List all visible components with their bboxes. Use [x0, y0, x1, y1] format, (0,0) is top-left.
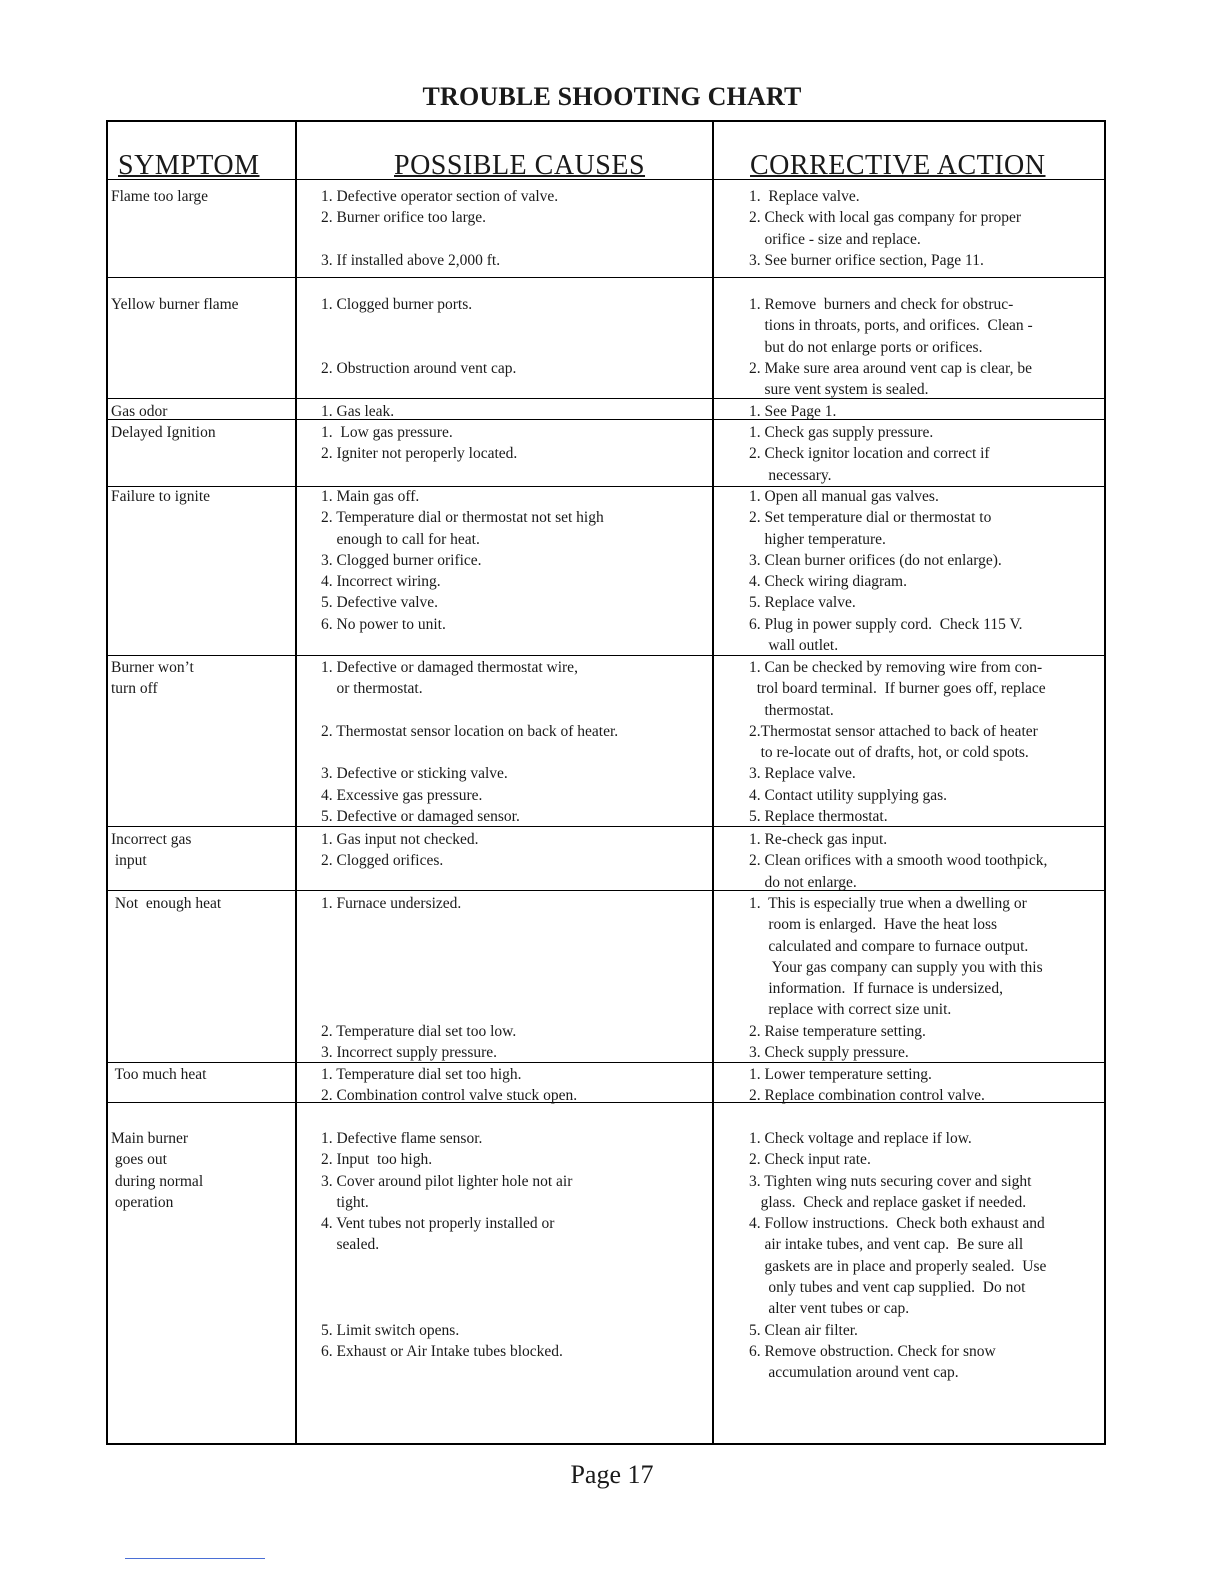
cell-line: 2. Raise temperature setting.: [749, 1022, 926, 1040]
cell-line: thermostat.: [749, 701, 834, 719]
symptom-cell: [111, 1128, 203, 1213]
symptom-cell: [111, 893, 221, 914]
cell-line: 1. Re-check gas input.: [749, 831, 888, 848]
cell-line: 2. Check with local gas company for proper: [749, 209, 1022, 227]
symptom-cell: [111, 186, 208, 207]
causes-cell: [321, 893, 516, 1063]
causes-cell: [321, 422, 517, 465]
cell-line: 3. Tighten wing nuts securing cover and sight: [749, 1172, 1032, 1190]
cell-line: only tubes and vent cap supplied. Do not: [749, 1279, 1026, 1297]
row-divider: [106, 277, 1106, 278]
header-corrective-action: CORRECTIVE ACTION: [750, 150, 1046, 181]
action-cell: [749, 893, 1043, 1063]
cell-line: 3. If installed above 2,000 ft.: [321, 251, 501, 269]
cell-line: alter vent tubes or cap.: [749, 1300, 910, 1318]
cell-line: 1. Clogged burner ports.: [321, 296, 473, 313]
cell-line: Failure to ignite: [111, 488, 211, 505]
footer-link-underline: [125, 1558, 265, 1559]
column-divider: [295, 120, 297, 1445]
cell-line: 2. Set temperature dial or thermostat to: [749, 509, 992, 527]
cell-line: 1. Defective flame sensor.: [321, 1130, 483, 1147]
cell-line: 3. Replace valve.: [749, 765, 856, 783]
cell-line: 4. Follow instructions. Check both exhaust and: [749, 1215, 1045, 1233]
cell-line: [321, 229, 558, 250]
action-cell: [749, 401, 836, 422]
cell-line: 1. Furnace undersized.: [321, 895, 462, 912]
cell-line: information. If furnace is undersized,: [749, 980, 1003, 998]
action-cell: [749, 486, 1023, 656]
cell-line: enough to call for heat.: [321, 530, 480, 548]
cell-line: Main burner: [111, 1130, 189, 1147]
action-cell: [749, 294, 1033, 400]
cell-line: input: [111, 852, 147, 870]
cell-line: 2. Temperature dial set too low.: [321, 1022, 517, 1040]
cell-line: 3. Clean burner orifices (do not enlarge).: [749, 551, 1002, 569]
column-divider: [712, 120, 714, 1445]
symptom-cell: [111, 486, 210, 507]
cell-line: 2.Thermostat sensor attached to back of heater: [749, 722, 1038, 740]
cell-line: Flame too large: [111, 188, 208, 205]
header-symptom: SYMPTOM: [118, 150, 260, 181]
cell-line: 2. Clogged orifices.: [321, 852, 444, 870]
cell-line: do not enlarge.: [749, 873, 857, 891]
symptom-cell: [111, 294, 239, 315]
cell-line: 1. Open all manual gas valves.: [749, 488, 939, 505]
causes-cell: [321, 657, 618, 827]
cell-line: 2. Igniter not peroperly located.: [321, 445, 518, 463]
cell-line: 1. Check voltage and replace if low.: [749, 1130, 972, 1147]
cell-line: higher temperature.: [749, 530, 886, 548]
chart-title: TROUBLE SHOOTING CHART: [422, 82, 802, 111]
row-divider: [106, 419, 1106, 420]
cell-line: [321, 315, 516, 336]
cell-line: to re-locate out of drafts, hot, or cold spots.: [749, 744, 1029, 762]
causes-cell: [321, 1128, 572, 1362]
cell-line: 2. Make sure area around vent cap is clear, be: [749, 359, 1032, 377]
cell-line: 5. Defective valve.: [321, 594, 439, 612]
cell-line: trol board terminal. If burner goes off, replace: [749, 680, 1046, 698]
cell-line: calculated and compare to furnace output.: [749, 937, 1029, 955]
cell-line: [321, 700, 618, 721]
cell-line: 1. Gas leak.: [321, 403, 395, 420]
cell-line: sealed.: [321, 1236, 380, 1254]
cell-line: replace with correct size unit.: [749, 1001, 952, 1019]
cell-line: 6. No power to unit.: [321, 615, 446, 633]
cell-line: 1. Gas input not checked.: [321, 831, 479, 848]
cell-line: Gas odor: [111, 403, 168, 420]
cell-line: [321, 1256, 572, 1277]
cell-line: turn off: [111, 680, 158, 698]
cell-line: 3. Defective or sticking valve.: [321, 765, 508, 783]
symptom-cell: [111, 401, 167, 422]
row-divider: [106, 179, 1106, 180]
cell-line: 5. Replace valve.: [749, 594, 856, 612]
page-number: Page 17: [570, 1460, 654, 1489]
cell-line: 2. Check ignitor location and correct if: [749, 445, 990, 463]
cell-line: [321, 742, 618, 763]
causes-cell: [321, 829, 479, 872]
cell-line: 1. Lower temperature setting.: [749, 1066, 932, 1083]
cell-line: 6. Exhaust or Air Intake tubes blocked.: [321, 1342, 563, 1360]
action-cell: [749, 1128, 1046, 1384]
cell-line: goes out: [111, 1151, 167, 1169]
cell-line: during normal: [111, 1172, 204, 1190]
causes-cell: [321, 486, 604, 635]
action-cell: [749, 186, 1021, 271]
cell-line: [321, 914, 516, 935]
cell-line: 4. Contact utility supplying gas.: [749, 786, 948, 804]
causes-cell: [321, 401, 394, 422]
cell-line: [321, 1277, 572, 1298]
cell-line: 1. Temperature dial set too high.: [321, 1066, 522, 1083]
cell-line: or thermostat.: [321, 680, 423, 698]
cell-line: 3. Incorrect supply pressure.: [321, 1044, 498, 1062]
cell-line: 4. Vent tubes not properly installed or: [321, 1215, 555, 1233]
cell-line: 2. Input too high.: [321, 1151, 433, 1169]
cell-line: orifice - size and replace.: [749, 230, 921, 248]
action-cell: [749, 422, 990, 486]
cell-line: Delayed Ignition: [111, 424, 216, 441]
action-cell: [749, 657, 1046, 827]
cell-line: 6. Remove obstruction. Check for snow: [749, 1342, 996, 1360]
cell-line: necessary.: [749, 466, 832, 484]
cell-line: accumulation around vent cap.: [749, 1364, 959, 1382]
cell-line: [321, 978, 516, 999]
cell-line: 1. Remove burners and check for obstruc-: [749, 296, 1014, 313]
cell-line: operation: [111, 1193, 174, 1211]
cell-line: 1. Can be checked by removing wire from con-: [749, 659, 1043, 676]
cell-line: 3. See burner orifice section, Page 11.: [749, 251, 984, 269]
cell-line: 5. Limit switch opens.: [321, 1321, 460, 1339]
cell-line: gaskets are in place and properly sealed. Use: [749, 1257, 1047, 1275]
header-possible-causes: POSSIBLE CAUSES: [394, 150, 646, 181]
cell-line: 1. Defective or damaged thermostat wire,: [321, 659, 578, 676]
cell-line: 5. Clean air filter.: [749, 1321, 858, 1339]
cell-line: 1. Low gas pressure.: [321, 424, 453, 441]
cell-line: 1. Check gas supply pressure.: [749, 424, 934, 441]
cell-line: 6. Plug in power supply cord. Check 115 V.: [749, 615, 1023, 633]
symptom-cell: [111, 657, 194, 700]
action-cell: [749, 829, 1047, 893]
cell-line: 1. Replace valve.: [749, 188, 860, 205]
cell-line: sure vent system is sealed.: [749, 381, 929, 399]
cell-line: 2. Clean orifices with a smooth wood toothpick,: [749, 852, 1048, 870]
cell-line: 4. Incorrect wiring.: [321, 573, 441, 591]
cell-line: 4. Excessive gas pressure.: [321, 786, 483, 804]
cell-line: [321, 1298, 572, 1319]
cell-line: Not enough heat: [111, 895, 222, 912]
cell-line: 1. This is especially true when a dwelling or: [749, 895, 1027, 912]
cell-line: air intake tubes, and vent cap. Be sure all: [749, 1236, 1024, 1254]
cell-line: Yellow burner flame: [111, 296, 239, 313]
cell-line: wall outlet.: [749, 637, 839, 655]
cell-line: 5. Replace thermostat.: [749, 808, 888, 826]
cell-line: 3. Check supply pressure.: [749, 1044, 909, 1062]
symptom-cell: [111, 1064, 206, 1085]
cell-line: 2. Burner orifice too large.: [321, 209, 486, 227]
cell-line: 3. Cover around pilot lighter hole not air: [321, 1172, 573, 1190]
cell-line: [321, 957, 516, 978]
cell-line: 5. Defective or damaged sensor.: [321, 808, 520, 826]
causes-cell: [321, 294, 516, 379]
cell-line: room is enlarged. Have the heat loss: [749, 916, 998, 934]
causes-cell: [321, 1064, 577, 1107]
cell-line: tight.: [321, 1193, 369, 1211]
action-cell: [749, 1064, 985, 1107]
cell-line: but do not enlarge ports or orifices.: [749, 338, 983, 356]
cell-line: 1. Defective operator section of valve.: [321, 188, 559, 205]
cell-line: tions in throats, ports, and orifices. Clean -: [749, 317, 1033, 335]
symptom-cell: [111, 829, 191, 872]
causes-cell: [321, 186, 558, 271]
cell-line: Burner won’t: [111, 659, 194, 676]
cell-line: Your gas company can supply you with this: [749, 958, 1043, 976]
cell-line: 2. Obstruction around vent cap.: [321, 359, 517, 377]
cell-line: [321, 999, 516, 1020]
cell-line: 1. See Page 1.: [749, 403, 837, 420]
cell-line: 2. Thermostat sensor location on back of heater.: [321, 722, 619, 740]
cell-line: 2. Replace combination control valve.: [749, 1087, 985, 1105]
cell-line: 2. Temperature dial or thermostat not set high: [321, 509, 604, 527]
cell-line: 1. Main gas off.: [321, 488, 420, 505]
cell-line: glass. Check and replace gasket if needed.: [749, 1193, 1027, 1211]
cell-line: [321, 936, 516, 957]
cell-line: [321, 337, 516, 358]
cell-line: 2. Check input rate.: [749, 1151, 871, 1169]
cell-line: Too much heat: [111, 1066, 207, 1083]
cell-line: Incorrect gas: [111, 831, 192, 848]
cell-line: 2. Combination control valve stuck open.: [321, 1087, 578, 1105]
cell-line: 4. Check wiring diagram.: [749, 573, 907, 591]
cell-line: 3. Clogged burner orifice.: [321, 551, 482, 569]
symptom-cell: [111, 422, 216, 443]
